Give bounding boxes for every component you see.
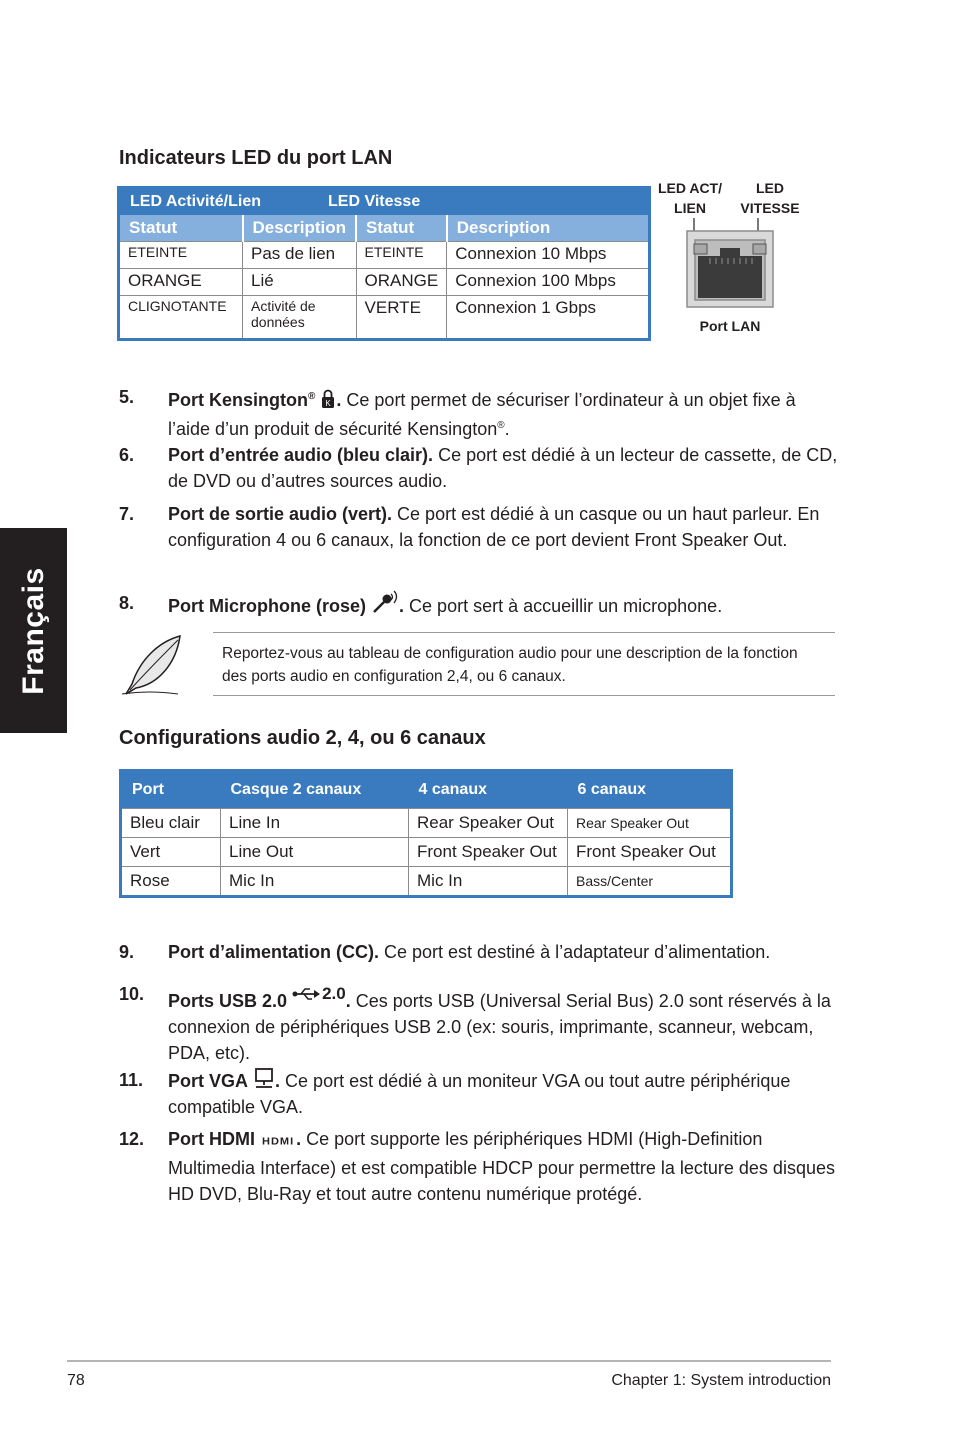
table-cell: Mic In [409, 867, 568, 897]
col-header-2ch: Casque 2 canaux [221, 771, 409, 809]
table-cell: CLIGNOTANTE [119, 296, 243, 340]
audio-config-table [119, 769, 733, 898]
lan-port-label: Port LAN [699, 318, 761, 334]
table-cell: ETEINTE [356, 242, 447, 269]
hdmi-logo-icon: HDMI [262, 1136, 295, 1148]
table-cell: VERTE [356, 296, 447, 340]
table-cell: Line Out [221, 838, 409, 867]
note-divider [213, 632, 835, 633]
table-cell: Bass/Center [568, 867, 732, 897]
led-speed-label: LED VITESSE [740, 180, 800, 216]
table-cell: Vert [121, 838, 221, 867]
svg-text:K: K [325, 399, 332, 408]
lan-port-icon [680, 214, 780, 310]
language-tab [0, 528, 67, 733]
microphone-icon [371, 590, 399, 614]
note-divider [213, 695, 835, 696]
chapter-title: Chapter 1: System introduction [611, 1372, 831, 1389]
table-cell: Front Speaker Out [409, 838, 568, 867]
table-cell: Rear Speaker Out [409, 809, 568, 838]
kensington-lock-icon [320, 389, 336, 409]
table-cell: Front Speaker Out [568, 838, 732, 867]
table-cell: ETEINTE [119, 242, 243, 269]
table-row [119, 242, 650, 269]
footer-divider [67, 1360, 831, 1362]
col-header-port: Port [121, 771, 221, 809]
lan-led-table [117, 186, 651, 341]
table-cell: Bleu clair [121, 809, 221, 838]
table-cell: Lié [243, 269, 357, 296]
note-feather-icon [118, 632, 188, 698]
table-cell: Connexion 10 Mbps [447, 242, 650, 269]
table-row [121, 809, 732, 838]
table-cell: ORANGE [356, 269, 447, 296]
table-cell: Connexion 100 Mbps [447, 269, 650, 296]
col-header-4ch: 4 canaux [409, 771, 568, 809]
table-cell: ORANGE [119, 269, 243, 296]
col-header-description: Description [243, 215, 357, 242]
group-header-speed: LED Vitesse [356, 188, 649, 216]
usb-icon [292, 987, 322, 1001]
col-header-status: Statut [356, 215, 447, 242]
table-row [119, 296, 650, 340]
page-number: 78 [67, 1372, 85, 1389]
table-cell: Line In [221, 809, 409, 838]
table-row [121, 838, 732, 867]
col-header-6ch: 6 canaux [568, 771, 732, 809]
language-tab-label: Français [16, 566, 50, 695]
note-text: Reportez-vous au tableau de configuration audio pour une description de la fonction des ports audio en configuration 2,4, ou 6 canaux. [222, 645, 798, 685]
table-cell: Activité de données [243, 296, 357, 340]
vga-monitor-icon [253, 1067, 275, 1089]
table-cell: Rear Speaker Out [568, 809, 732, 838]
table-cell: Rose [121, 867, 221, 897]
col-header-description: Description [447, 215, 650, 242]
audio-config-heading: Configurations audio 2, 4, ou 6 canaux [119, 727, 486, 749]
table-cell: Mic In [221, 867, 409, 897]
group-header-activity: LED Activité/Lien [119, 188, 357, 216]
table-cell: Pas de lien [243, 242, 357, 269]
table-row [121, 867, 732, 897]
col-header-status: Statut [119, 215, 243, 242]
lan-led-heading: Indicateurs LED du port LAN [119, 147, 393, 169]
table-cell: Connexion 1 Gbps [447, 296, 650, 340]
table-row [119, 269, 650, 296]
